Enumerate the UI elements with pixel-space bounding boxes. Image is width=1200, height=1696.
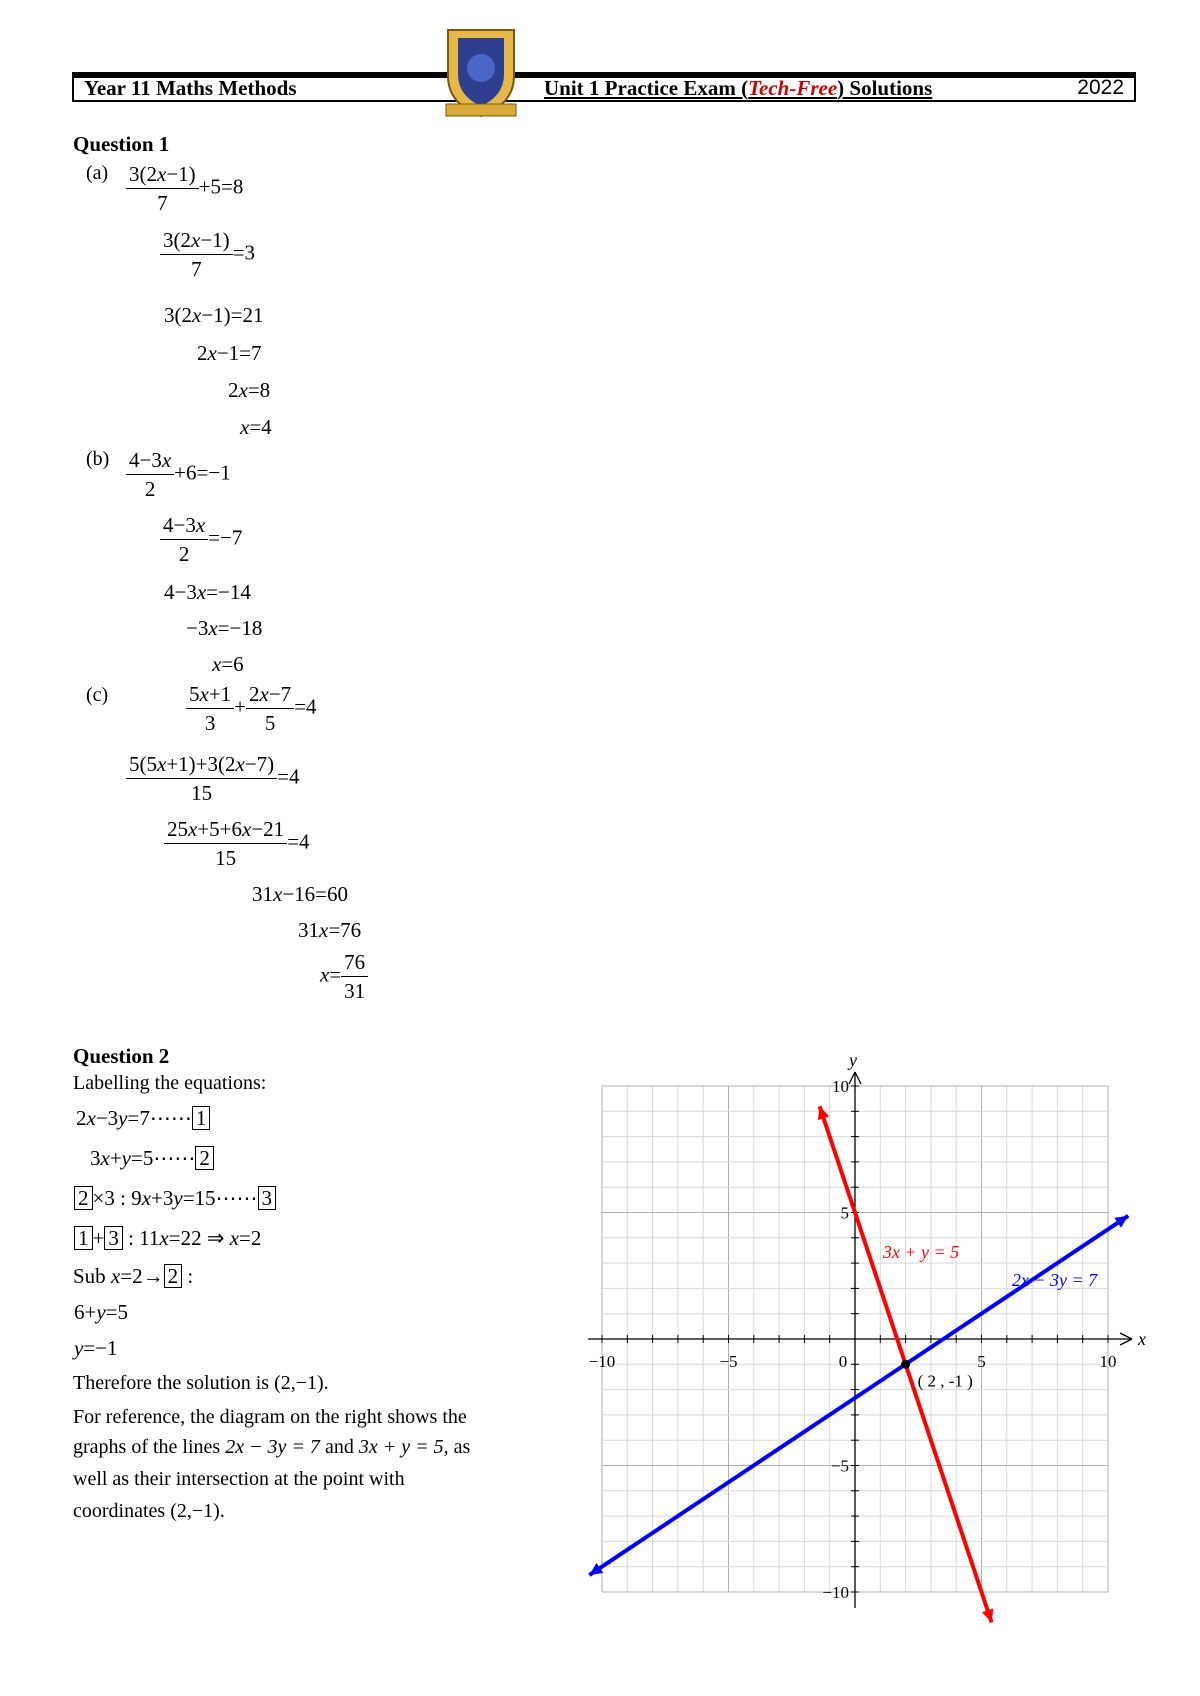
q1a-step-2: $\frac{3(2x-1)}{7}$ =3 (160, 226, 255, 283)
header-title-part-b: ) Solutions (837, 76, 933, 100)
q2-ref-text-e: , as (443, 1436, 471, 1458)
line-graph (570, 1048, 1146, 1608)
q1a-step-4: 2x−1=7 (197, 341, 262, 365)
series-label-red: 3x + y = 5 (882, 1242, 960, 1263)
q1a-step-6: x=4 (240, 415, 272, 439)
x-tick-label: 10 (1099, 1352, 1117, 1371)
q2-ref-line-3: well as their intersection at the point with (73, 1468, 405, 1490)
q2-intro: Labelling the equations: (73, 1072, 267, 1094)
q2-ref-point: (2,−1). (170, 1500, 225, 1522)
q2-sub-word: Sub (73, 1264, 106, 1288)
q2-sub-line: Sub x=2→ 2 : (73, 1264, 194, 1288)
header-exam-title (544, 76, 932, 101)
q2-therefore (73, 1372, 329, 1395)
q1b-step-5: x=6 (212, 652, 244, 676)
q2-ref-line-4 (73, 1500, 225, 1523)
header-title-part-a: Unit 1 Practice Exam ( (544, 76, 749, 100)
q1c-step-3: $\frac{25x+5+6x-21}{15}$ =4 (164, 815, 310, 872)
q2-eq-3: 2 ×3 : 9x+3y=15⋯⋯ 3 (74, 1186, 276, 1211)
y-tick-label: 5 (840, 1203, 849, 1223)
page-header (72, 72, 1136, 102)
q2-eq-4: 1 + 3 : 11x=22 ⇒ x=2 (74, 1226, 261, 1251)
q2-ref-text-c: and (324, 1436, 354, 1458)
q2-eq-2: 3x+y=5⋯⋯ 2 (90, 1146, 214, 1171)
q1a-step-1: $\frac{3(2x-1)}{7}$ +5=8 (126, 160, 243, 217)
school-crest-icon (440, 24, 522, 120)
intersection-label: ( 2 , -1 ) (917, 1371, 973, 1391)
q2-eq-5: 6+y=5 (74, 1300, 129, 1324)
q2-eq-1: 2x−3y=7⋯⋯ 1 (76, 1106, 210, 1131)
q1b-step-4: −3x=−18 (186, 616, 263, 640)
x-tick-label: −10 (588, 1352, 616, 1371)
y-tick-label: 10 (832, 1077, 849, 1096)
part-a-label: (a) (86, 162, 109, 184)
series-arrowhead-icon (982, 1608, 993, 1622)
question-1-title: Question 1 (73, 132, 170, 156)
q2-eq-6: y=−1 (74, 1336, 118, 1360)
part-c-label: (c) (86, 684, 109, 706)
series-label-blue: 2x − 3y = 7 (1011, 1269, 1098, 1290)
q2-ref-eq-2: 3x + y = 5 (358, 1436, 444, 1458)
q2-therefore-text: Therefore the solution is (73, 1372, 270, 1394)
q1c-step-1: $\frac{5x+1}{3}$ + $\frac{2x-7}{5}$ =4 (186, 680, 317, 737)
q1c-step-6: x= $\frac{76}{31}$ (320, 948, 368, 1005)
q1c-step-4: 31x−16=60 (252, 882, 349, 906)
q1c-step-2: $\frac{5(5x+1)+3(2x-7)}{15}$ =4 (126, 750, 300, 807)
q2-ref-text-a: graphs of the lines (73, 1436, 221, 1458)
header-course: Year 11 Maths Methods (84, 76, 297, 100)
q2-ref-line-2 (73, 1436, 470, 1459)
series-arrowhead-icon (818, 1106, 829, 1120)
q1b-step-3: 4−3x=−14 (164, 580, 251, 604)
q2-ref-text-coords: coordinates (73, 1500, 166, 1522)
header-tech-free: Tech-Free (748, 76, 838, 100)
x-tick-label: 0 (838, 1352, 848, 1371)
intersection-point (901, 1360, 910, 1369)
y-tick-label: −10 (822, 1583, 849, 1602)
part-b-label: (b) (86, 448, 110, 470)
q2-ref-line-1: For reference, the diagram on the right shows the (73, 1406, 467, 1428)
q1b-step-1: $\frac{4-3x}{2}$ +6=−1 (126, 446, 231, 503)
y-tick-label: −5 (830, 1456, 849, 1476)
q2-ref-eq-1: 2x − 3y = 7 (225, 1436, 320, 1458)
header-year: 2022 (1077, 76, 1124, 99)
q1a-step-5: 2x=8 (228, 378, 271, 402)
x-axis-label: x (1138, 1329, 1146, 1349)
question-2-title: Question 2 (73, 1044, 170, 1068)
q1a-step-3: 3(2x−1)=21 (164, 303, 264, 327)
y-axis-label: y (849, 1050, 857, 1070)
q2-solution: (2,−1). (274, 1372, 329, 1394)
x-tick-label: −5 (719, 1352, 738, 1371)
q1c-step-5: 31x=76 (298, 918, 362, 942)
x-tick-label: 5 (977, 1352, 986, 1371)
q1b-step-2: $\frac{4-3x}{2}$ =−7 (160, 511, 242, 568)
